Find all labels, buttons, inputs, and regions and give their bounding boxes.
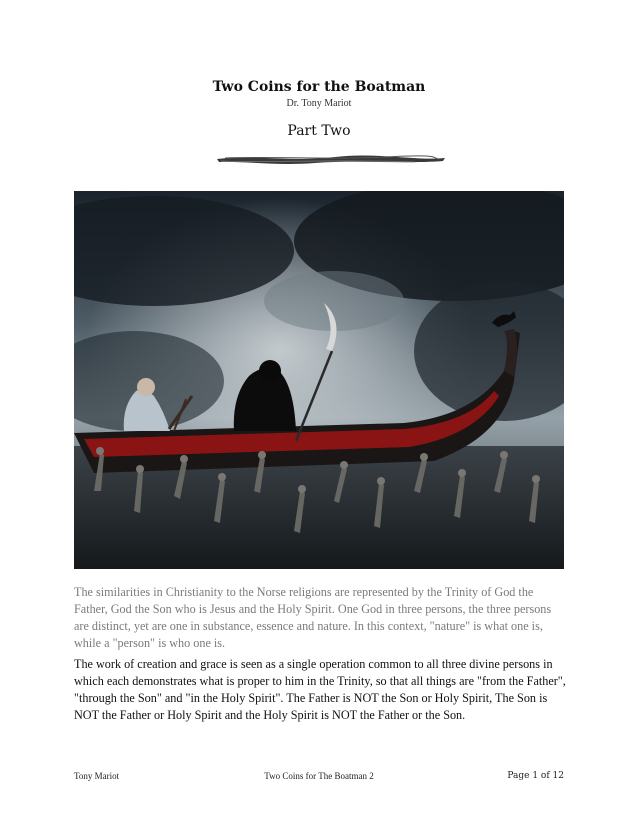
footer-page-number: Page 1 of 12 xyxy=(507,771,564,781)
part-heading: Part Two xyxy=(287,123,351,139)
footer-author: Tony Mariot xyxy=(74,771,120,781)
body-paragraph-2: The work of creation and grace is seen as a single operation common to all three divine persons in which each demonstrates what is proper to him in the Trinity, so that all things are "from the Father", "through the Son" and "in the Holy Spirit". The Father is NOT the Son or Holy Spirit, The Son is NOT the Father or Holy Spirit and the Holy Spirit is NOT the Father or the Son. xyxy=(74,657,566,722)
document-author: Dr. Tony Mariot xyxy=(286,98,352,109)
body-paragraph-1: The similarities in Christianity to the Norse religions are represented by the Trinity of God the Father, God the Son who is Jesus and the Holy Spirit. One God in three persons, the three persons are distinct, yet are one in substance, essence and nature. In this context, "nature" is what one is, while a "person" is who one is. xyxy=(74,585,552,650)
footer-title: Two Coins for The Boatman 2 xyxy=(264,771,374,781)
boatman-illustration xyxy=(74,191,564,569)
document-title: Two Coins for the Boatman xyxy=(212,79,426,95)
brush-stroke-divider xyxy=(215,152,447,166)
